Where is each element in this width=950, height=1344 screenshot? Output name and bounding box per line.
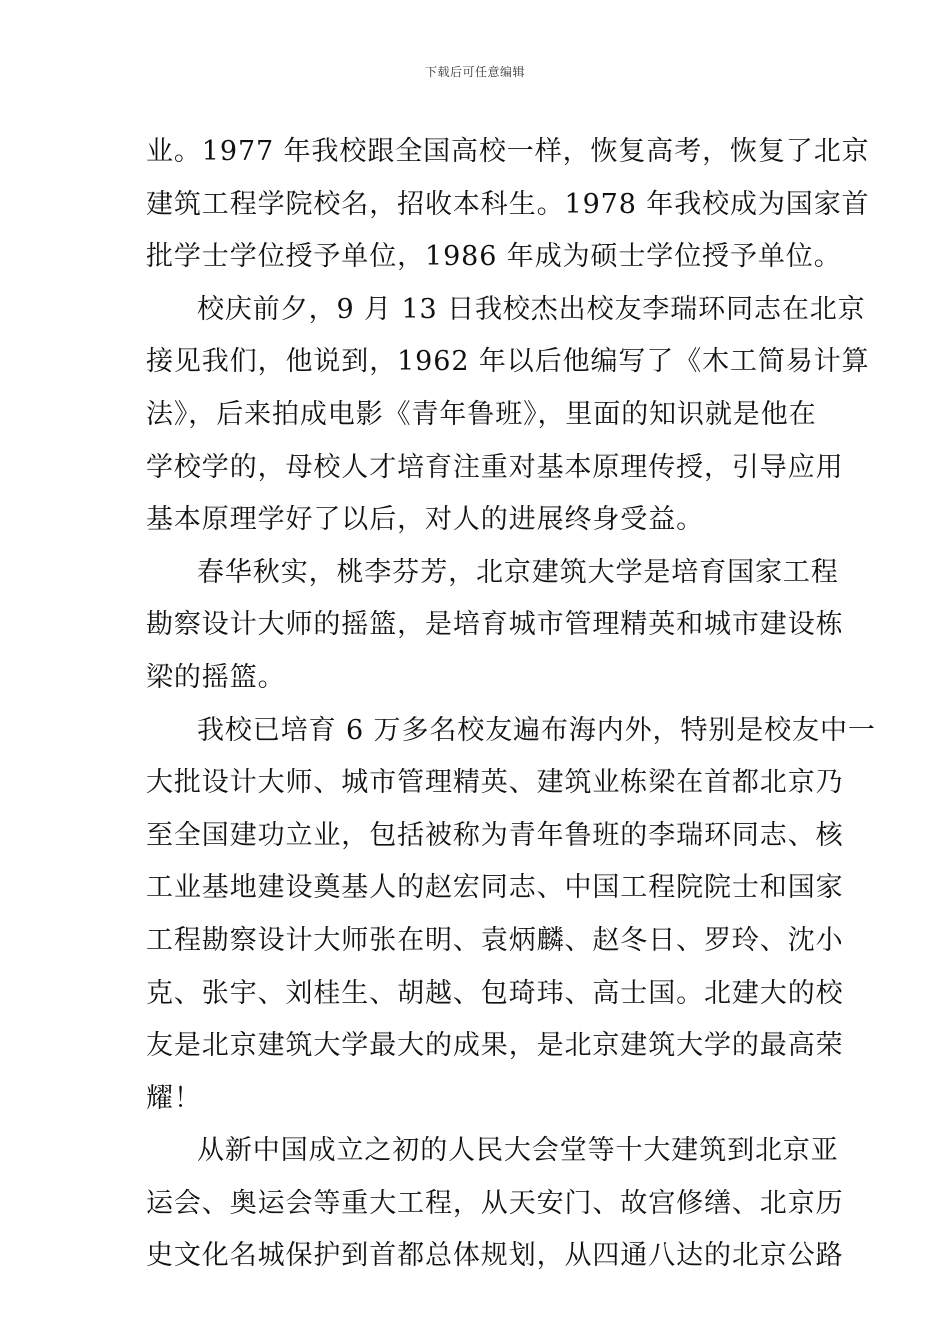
paragraph-first-line: 校庆前夕，9 月 13 日我校杰出校友李瑞环同志在北京: [197, 293, 866, 325]
text-line: 接见我们，他说到，1962 年以后他编写了《木工简易计算: [146, 346, 870, 378]
page-header: 下载后可任意编辑: [424, 65, 525, 79]
text-line: 友是北京建筑大学最大的成果，是北京建筑大学的最高荣: [146, 1030, 844, 1062]
text-line: 业。1977 年我校跟全国高校一样，恢复高考，恢复了北京: [146, 136, 870, 167]
text-line: 克、张宇、刘桂生、胡越、包琦玮、高士国。北建大的校: [146, 977, 844, 1009]
paragraph-first-line: 我校已培育 6 万多名校友遍布海内外，特别是校友中一: [197, 714, 876, 746]
body-text: [146, 126, 876, 1283]
text-line: 学校学的，母校人才培育注重对基本原理传授，引导应用: [146, 451, 844, 483]
text-line: 法》，后来拍成电影《青年鲁班》，里面的知识就是他在: [146, 398, 817, 430]
text-line: 工业基地建设奠基人的赵宏同志、中国工程院院士和国家: [146, 872, 844, 904]
text-line: 梁的摇篮。: [146, 661, 286, 693]
paragraph-first-line: 春华秋实，桃李芬芳，北京建筑大学是培育国家工程: [197, 556, 839, 588]
text-line: 批学士学位授予单位，1986 年成为硕士学位授予单位。: [146, 241, 842, 273]
text-line: 建筑工程学院校名，招收本科生。1978 年我校成为国家首: [146, 188, 870, 220]
text-line: 史文化名城保护到首都总体规划，从四通八达的北京公路: [146, 1240, 844, 1272]
text-line: 运会、奥运会等重大工程，从天安门、故宫修缮、北京历: [146, 1187, 844, 1219]
paragraph-first-line: 从新中国成立之初的人民大会堂等十大建筑到北京亚: [197, 1135, 839, 1167]
text-line: 勘察设计大师的摇篮，是培育城市管理精英和城市建设栋: [146, 609, 844, 641]
text-line: 工程勘察设计大师张在明、袁炳麟、赵冬日、罗玲、沈小: [146, 924, 844, 956]
text-line: 基本原理学好了以后，对人的进展终身受益。: [146, 504, 704, 536]
text-line: 大批设计大师、城市管理精英、建筑业栋梁在首都北京乃: [146, 767, 844, 799]
text-line: 耀！: [146, 1082, 202, 1114]
text-line: 至全国建功立业，包括被称为青年鲁班的李瑞环同志、核: [146, 819, 844, 851]
